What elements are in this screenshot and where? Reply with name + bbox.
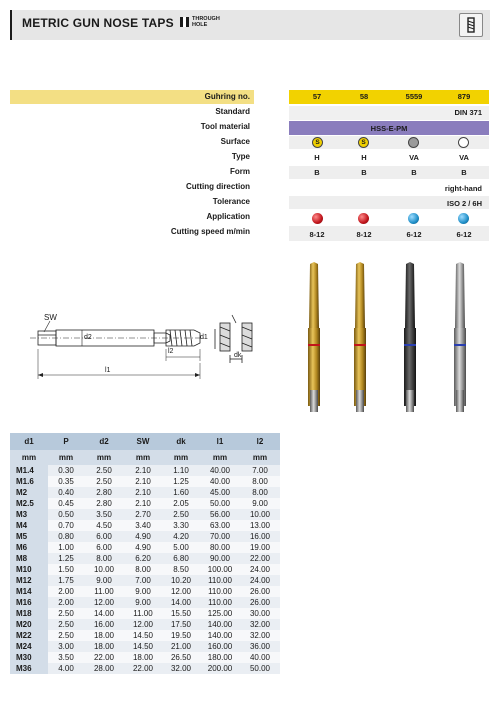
table-cell: 50.00 [240,663,280,674]
table-cell: 70.00 [200,531,240,542]
table-cell: 18.00 [84,630,124,641]
tool-material-value: HSS-E-PM [370,124,408,133]
cutting-speed-cell: 8-12 [309,230,325,239]
table-cell: 2.50 [48,608,84,619]
table-cell: 2.50 [84,476,124,487]
cutting-direction-value: right-hand [444,184,482,193]
guhring-no-cell: 57 [312,92,322,101]
table-cell: 11.00 [124,608,162,619]
table-cell: M6 [10,542,48,553]
table-cell: 3.30 [162,520,200,531]
table-cell: 32.00 [240,619,280,630]
tap-product-images [292,258,492,420]
unit-cell: mm [10,450,48,465]
tap-dimension-drawing [30,305,270,385]
table-cell: 2.10 [124,487,162,498]
table-cell: 40.00 [200,465,240,476]
table-cell: 4.90 [124,542,162,553]
tolerance-value: ISO 2 / 6H [446,199,482,208]
table-row [10,476,280,487]
table-row [10,663,280,674]
table-cell: 8.00 [240,487,280,498]
table-cell: 4.50 [84,520,124,531]
table-cell: 3.00 [48,641,84,652]
table-row [10,575,280,586]
label-form: Form [230,167,250,176]
standard-value: DIN 371 [454,108,482,117]
table-row [10,509,280,520]
badge-line-1: THROUGH [192,16,220,22]
d2-label: d2 [84,334,92,341]
table-cell: 2.70 [124,509,162,520]
table-cell: 1.50 [48,564,84,575]
table-cell: 4.00 [48,663,84,674]
table-cell: 19.00 [240,542,280,553]
label-cutting-speed: Cutting speed m/min [170,227,250,236]
guhring-no-cell: 879 [457,92,471,101]
table-cell: 14.50 [124,630,162,641]
unit-cell: mm [162,450,200,465]
table-cell: M12 [10,575,48,586]
table-cell: 0.35 [48,476,84,487]
table-cell: 160.00 [200,641,240,652]
cutting-speed-cell: 6-12 [406,230,422,239]
table-cell: 8.50 [162,564,200,575]
table-cell: 2.00 [48,597,84,608]
table-cell: 14.00 [84,608,124,619]
table-cell: 0.30 [48,465,84,476]
unit-cell: mm [48,450,84,465]
table-cell: 4.20 [162,531,200,542]
type-cell: VA [409,153,419,162]
badge-line-2: HOLE [192,22,208,28]
table-cell: 28.00 [84,663,124,674]
table-cell: 32.00 [240,630,280,641]
table-cell: M5 [10,531,48,542]
table-cell: M10 [10,564,48,575]
table-cell: 12.00 [124,619,162,630]
table-cell: 2.80 [84,498,124,509]
table-cell: 2.50 [84,465,124,476]
table-cell: 125.00 [200,608,240,619]
unit-cell: mm [84,450,124,465]
table-cell: 10.00 [240,509,280,520]
tap-image-steel [454,262,466,412]
table-cell: 7.00 [240,465,280,476]
table-cell: M2 [10,487,48,498]
table-cell: 110.00 [200,575,240,586]
form-cell: B [314,168,320,177]
table-row [10,553,280,564]
surface-symbol-grey [408,137,419,148]
table-cell: 12.00 [84,597,124,608]
table-header: P [48,433,84,450]
unit-cell: mm [240,450,280,465]
table-cell: 2.50 [162,509,200,520]
surface-symbol-coated: S [358,137,369,148]
table-cell: M22 [10,630,48,641]
table-cell: 2.50 [48,630,84,641]
table-cell: 100.00 [200,564,240,575]
table-cell: M4 [10,520,48,531]
through-hole-icon [180,17,189,27]
table-row [10,652,280,663]
table-cell: 200.00 [200,663,240,674]
table-cell: 14.50 [124,641,162,652]
table-cell: 2.05 [162,498,200,509]
table-cell: 140.00 [200,619,240,630]
table-cell: 13.00 [240,520,280,531]
table-cell: M3 [10,509,48,520]
table-cell: 8.00 [124,564,162,575]
table-cell: 26.50 [162,652,200,663]
d1-label: d1 [200,334,208,341]
table-cell: 45.00 [200,487,240,498]
table-cell: 6.20 [124,553,162,564]
table-row [10,586,280,597]
table-row [10,564,280,575]
table-cell: 1.25 [48,553,84,564]
table-cell: 19.50 [162,630,200,641]
table-cell: 36.00 [240,641,280,652]
table-row [10,619,280,630]
table-cell: 21.00 [162,641,200,652]
form-cell: B [411,168,417,177]
table-cell: 1.25 [162,476,200,487]
type-cell: H [314,153,320,162]
table-cell: 11.00 [84,586,124,597]
table-row [10,465,280,476]
table-cell: 110.00 [200,586,240,597]
table-cell: 22.00 [124,663,162,674]
table-cell: 24.00 [240,564,280,575]
table-cell: 140.00 [200,630,240,641]
table-row [10,542,280,553]
table-row [10,597,280,608]
table-cell: M1.4 [10,465,48,476]
l1-label: l1 [105,367,111,374]
table-row [10,630,280,641]
unit-cell: mm [124,450,162,465]
table-cell: 16.00 [240,531,280,542]
table-header: d2 [84,433,124,450]
table-cell: 40.00 [200,476,240,487]
label-application: Application [206,212,250,221]
table-cell: 0.50 [48,509,84,520]
tap-image-dark [404,262,416,412]
table-row [10,641,280,652]
table-cell: 9.00 [124,586,162,597]
table-header: d1 [10,433,48,450]
table-cell: M1.6 [10,476,48,487]
dk-label: dk [234,352,242,359]
table-cell: 5.00 [162,542,200,553]
table-cell: 2.80 [84,487,124,498]
table-cell: 110.00 [200,597,240,608]
form-cell: B [461,168,467,177]
table-cell: 7.00 [124,575,162,586]
table-cell: 56.00 [200,509,240,520]
table-cell: 18.00 [84,641,124,652]
table-cell: 1.75 [48,575,84,586]
table-cell: 0.80 [48,531,84,542]
application-ball-blue [458,213,469,224]
table-cell: 17.50 [162,619,200,630]
table-cell: 6.00 [84,542,124,553]
type-cell: H [361,153,367,162]
page-title: METRIC GUN NOSE TAPS [22,16,174,30]
table-cell: 3.50 [48,652,84,663]
table-cell: 1.10 [162,465,200,476]
table-body [10,465,280,674]
table-cell: 2.10 [124,465,162,476]
table-cell: 9.00 [240,498,280,509]
table-cell: 26.00 [240,586,280,597]
cutting-speed-cell: 8-12 [356,230,372,239]
table-cell: 14.00 [162,597,200,608]
table-cell: M24 [10,641,48,652]
tap-image-gold-1 [308,262,320,412]
table-cell: 40.00 [240,652,280,663]
table-cell: 6.00 [84,531,124,542]
table-cell: 2.10 [124,476,162,487]
table-header: l2 [240,433,280,450]
table-row [10,487,280,498]
table-cell: 22.00 [84,652,124,663]
application-ball-blue [408,213,419,224]
table-cell: M16 [10,597,48,608]
through-hole-badge [192,16,232,28]
table-cell: 3.50 [84,509,124,520]
table-cell: 6.80 [162,553,200,564]
table-cell: 18.00 [124,652,162,663]
table-cell: 0.70 [48,520,84,531]
table-cell: 2.10 [124,498,162,509]
table-cell: 0.45 [48,498,84,509]
table-cell: 2.00 [48,586,84,597]
table-cell: 50.00 [200,498,240,509]
guhring-no-cell: 5559 [405,92,423,101]
table-header: l1 [200,433,240,450]
l2-label: l2 [168,348,174,355]
table-cell: 15.50 [162,608,200,619]
table-cell: 1.00 [48,542,84,553]
table-cell: M30 [10,652,48,663]
table-cell: 180.00 [200,652,240,663]
label-cutting-direction: Cutting direction [186,182,250,191]
label-surface: Surface [220,137,250,146]
table-cell: 4.90 [124,531,162,542]
tap-image-gold-2 [354,262,366,412]
table-cell: 10.20 [162,575,200,586]
table-cell: 3.40 [124,520,162,531]
table-cell: 9.00 [84,575,124,586]
table-units-row [10,450,280,465]
label-guhring-no: Guhring no. [10,90,254,104]
tap-symbol-icon [459,13,483,37]
table-cell: M2.5 [10,498,48,509]
table-header-row [10,433,280,450]
table-row [10,531,280,542]
table-cell: 1.60 [162,487,200,498]
form-cell: B [361,168,367,177]
application-ball-red [358,213,369,224]
table-cell: 12.00 [162,586,200,597]
surface-symbol-bright [458,137,469,148]
table-cell: M36 [10,663,48,674]
table-row [10,520,280,531]
table-cell: 26.00 [240,597,280,608]
table-header: SW [124,433,162,450]
table-cell: 8.00 [240,476,280,487]
label-tolerance: Tolerance [212,197,250,206]
table-cell: 80.00 [200,542,240,553]
guhring-no-cell: 58 [359,92,369,101]
table-cell: M18 [10,608,48,619]
table-cell: 10.00 [84,564,124,575]
label-standard: Standard [215,107,250,116]
table-row [10,608,280,619]
table-cell: 63.00 [200,520,240,531]
table-cell: 0.40 [48,487,84,498]
table-cell: 22.00 [240,553,280,564]
table-cell: 2.50 [48,619,84,630]
table-cell: 9.00 [124,597,162,608]
table-cell: 16.00 [84,619,124,630]
table-cell: M20 [10,619,48,630]
sw-label: SW [44,313,57,322]
type-cell: VA [459,153,469,162]
dimension-table [10,433,280,674]
table-cell: M14 [10,586,48,597]
table-cell: 24.00 [240,575,280,586]
application-ball-red [312,213,323,224]
table-cell: M8 [10,553,48,564]
table-row [10,498,280,509]
unit-cell: mm [200,450,240,465]
table-cell: 8.00 [84,553,124,564]
surface-symbol-coated: S [312,137,323,148]
label-type: Type [231,152,250,161]
table-cell: 30.00 [240,608,280,619]
table-cell: 32.00 [162,663,200,674]
table-header: dk [162,433,200,450]
header-accent-bar [10,10,12,40]
label-tool-material: Tool material [200,122,250,131]
table-cell: 90.00 [200,553,240,564]
cutting-speed-cell: 6-12 [456,230,472,239]
